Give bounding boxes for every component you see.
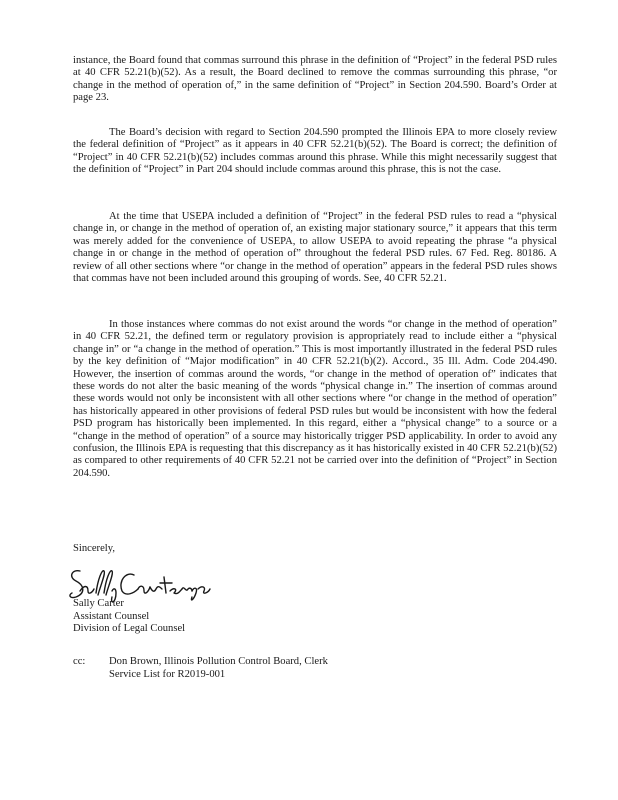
paragraph-board-decision: The Board’s decision with regard to Section 204.590 prompted the Illinois EPA to more closely review the federal definition of “Project” as it appears in 40 CFR 52.21(b)(52). The Board is correct; the definition of “Project” in 40 CFR 52.21(b)(52) includes commas around this phrase. While this might necessarily suggest that the definition of “Project” in Part 204 should include commas around this phrase, this is not the case. <box>73 127 557 176</box>
cc-label: cc: <box>73 656 86 667</box>
signature-block <box>73 598 185 636</box>
signer-name: Sally Carter <box>73 598 124 609</box>
cc-recipient: Don Brown, Illinois Pollution Control Board, Clerk <box>109 656 328 667</box>
cc-recipient-list <box>109 656 328 681</box>
signer-division: Division of Legal Counsel <box>73 623 186 635</box>
paragraph-usepa-definition: At the time that USEPA included a definition of “Project” in the federal PSD rules to read a “physical change in, or change in the method of operation of, an existing major stationary source,” it appears that this term was merely added for the convenience of USEPA, to allow USEPA to avoid repeating the phrase “a physical change in or change in the method of operation of” throughout the federal PSD rules. 67 Fed. Reg. 80186. A review of all other sections where “or change in the method of operation” appears in the federal PSD rules shows that commas have not been included around this grouping of words. See, 40 CFR 52.21. <box>73 211 557 285</box>
paragraph-commas-board-finding: instance, the Board found that commas surround this phrase in the definition of “Project” in the federal PSD rules at 40 CFR 52.21(b)(52). As a result, the Board declined to remove the commas surrounding this phrase, “or change in the method of operation of,” in the same definition of “Project” in Section 204.590. Board’s Order at page 23. <box>73 55 557 104</box>
cc-recipient: Service List for R2019-001 <box>109 668 226 680</box>
paragraph-commas-instances: In those instances where commas do not exist around the words “or change in the method of operation” in 40 CFR 52.21, the defined term or regulatory provision is appropriately read to include either a “physical change in” or “a change in the method of operation.” This is most importantly illustrated in the federal PSD rules by the key definition of “Major modification” in 40 CFR 52.21(b)(2). Accord., 35 Ill. Adm. Code 204.490. However, the insertion of commas around the words, “or change in the method of operation of” indicates that these words do not alter the basic meaning of the words “physical change in.” The insertion of commas around these words would not only be inconsistent with all other sections where “or change in the method of operation” has historically appeared in other provisions of federal PSD rules but would be inconsistent with how the federal PSD program has historically been implemented. In this regard, either a “physical change” to a source or a “change in the method of operation” of a source may historically trigger PSD applicability. In order to avoid any confusion, the Illinois EPA is requesting that this discrepancy as it has historically existed in 40 CFR 52.21(b)(52) as compared to other requirements of 40 CFR 52.21 not be carried over into the definition of “Project” in Section 204.590. <box>73 319 557 479</box>
signer-title: Assistant Counsel <box>73 610 150 622</box>
closing-salutation: Sincerely, <box>73 543 115 554</box>
